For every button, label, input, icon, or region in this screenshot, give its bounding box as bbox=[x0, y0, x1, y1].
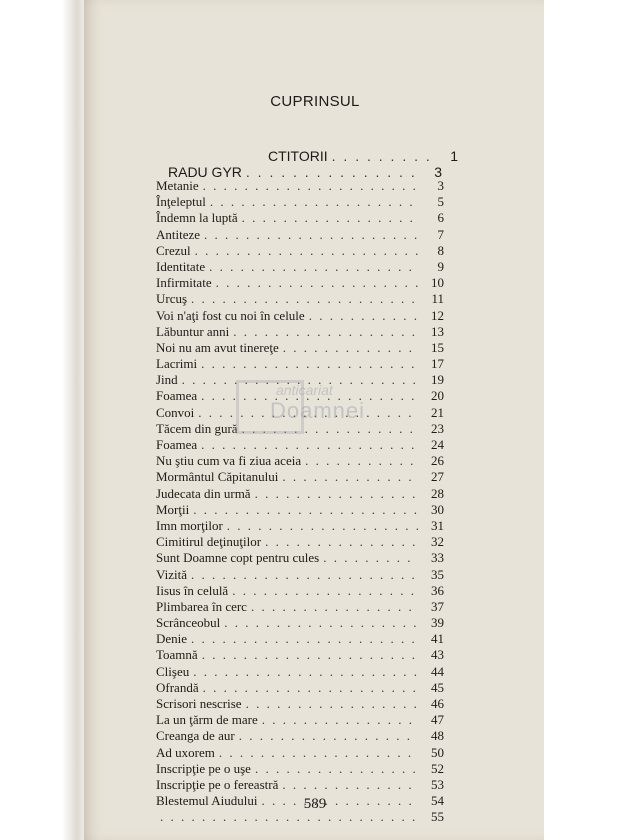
toc-entry bbox=[156, 777, 444, 793]
toc-entry-page: 6 bbox=[437, 210, 444, 226]
toc-entry-title: Convoi bbox=[156, 404, 195, 420]
watermark-line1: anticariat bbox=[276, 382, 333, 398]
toc-entry-page: 10 bbox=[431, 275, 444, 291]
toc-entry-page: 30 bbox=[431, 501, 444, 517]
toc-entry-title: Scrânceobul bbox=[156, 615, 221, 631]
toc-entry bbox=[156, 340, 444, 356]
toc-entry-page: 44 bbox=[431, 663, 444, 679]
toc-entry-page: 35 bbox=[431, 566, 444, 582]
toc-entry-page: 47 bbox=[431, 712, 444, 728]
toc-entry-page: 48 bbox=[431, 728, 444, 744]
leader-dots bbox=[224, 615, 418, 631]
toc-entry-page: 55 bbox=[431, 809, 444, 825]
toc-entry bbox=[156, 583, 444, 599]
toc-entry-title: Metanie bbox=[156, 178, 199, 193]
toc-entry-title: La un ţărm de mare bbox=[156, 712, 258, 728]
toc-entry-page: 17 bbox=[431, 356, 444, 372]
toc-entry-page: 33 bbox=[431, 550, 444, 566]
toc-entry-page: 53 bbox=[431, 776, 444, 792]
leader-dots bbox=[202, 647, 418, 663]
toc-entry-title: Îndemn la luptă bbox=[156, 210, 238, 226]
leader-dots bbox=[332, 148, 432, 164]
section-ctitorii bbox=[268, 148, 458, 164]
toc-entry bbox=[156, 227, 444, 243]
toc-entry-page: 54 bbox=[431, 793, 444, 809]
toc-entry bbox=[156, 518, 444, 534]
toc-entry-title: Cimitirul deţinuţilor bbox=[156, 534, 262, 550]
leader-dots bbox=[239, 728, 418, 744]
toc-entry bbox=[156, 324, 444, 340]
toc-entry-title: Foamea bbox=[156, 388, 198, 404]
toc-entry-page: 21 bbox=[431, 404, 444, 420]
section-title: CTITORII bbox=[268, 148, 328, 164]
toc-entry-title: Morţii bbox=[156, 501, 190, 517]
toc-entry-title: Blestemul Aiudului bbox=[156, 793, 258, 809]
leader-dots bbox=[191, 567, 418, 583]
toc-entry-title: Ad uxorem bbox=[156, 744, 215, 760]
toc-entry-page: 12 bbox=[431, 307, 444, 323]
leader-dots bbox=[246, 696, 418, 712]
toc-entry-page: 37 bbox=[431, 598, 444, 614]
toc-entry bbox=[156, 194, 444, 210]
toc-entry bbox=[156, 243, 444, 259]
leader-dots bbox=[255, 761, 418, 777]
leader-dots bbox=[232, 583, 418, 599]
toc-entry bbox=[156, 502, 444, 518]
section-page: 3 bbox=[434, 164, 442, 180]
toc-entry-title: Voi n'aţi fost cu noi în celule bbox=[156, 307, 305, 323]
toc-entry-page: 28 bbox=[431, 485, 444, 501]
leader-dots bbox=[203, 680, 418, 696]
toc-entry-title: Foamea bbox=[156, 437, 198, 452]
toc-entry bbox=[156, 745, 444, 761]
leader-dots bbox=[262, 712, 418, 728]
toc-entry-page: 27 bbox=[431, 469, 444, 485]
toc-list bbox=[156, 178, 444, 826]
toc-entry bbox=[156, 728, 444, 744]
toc-entry-title: Lăbuntur anni bbox=[156, 323, 230, 339]
toc-entry-title: Judecata din urmă bbox=[156, 485, 251, 501]
section-page: 1 bbox=[450, 148, 458, 164]
leader-dots bbox=[193, 664, 418, 680]
leader-dots bbox=[265, 534, 418, 550]
toc-entry bbox=[156, 712, 444, 728]
toc-entry-title: Clişeu bbox=[156, 663, 190, 679]
section-title: RADU GYR bbox=[168, 164, 242, 180]
toc-entry-page: 31 bbox=[431, 517, 444, 533]
toc-entry-title: Lacrimi bbox=[156, 356, 198, 372]
watermark-line2: Doamnei bbox=[270, 398, 366, 423]
toc-entry-title: Nu ştiu cum va fi ziua aceia bbox=[156, 453, 302, 469]
toc-entry bbox=[156, 453, 444, 469]
leader-dots bbox=[255, 486, 418, 502]
toc-entry bbox=[156, 275, 444, 291]
toc-entry bbox=[156, 680, 444, 696]
toc-entry-page: 39 bbox=[431, 615, 444, 631]
toc-entry-page: 45 bbox=[431, 679, 444, 695]
toc-entry-page: 20 bbox=[431, 388, 444, 404]
leader-dots bbox=[191, 631, 418, 647]
toc-entry-page: 32 bbox=[431, 534, 444, 550]
toc-entry bbox=[156, 599, 444, 615]
leader-dots bbox=[193, 502, 418, 518]
toc-entry-page: 13 bbox=[431, 323, 444, 339]
toc-entry bbox=[156, 210, 444, 226]
toc-entry-page: 8 bbox=[437, 242, 444, 258]
leader-dots bbox=[204, 227, 418, 243]
leader-dots bbox=[251, 599, 418, 615]
toc-entry-page: 36 bbox=[431, 582, 444, 598]
toc-entry-page: 7 bbox=[437, 226, 444, 242]
toc-entry-title: Antiteze bbox=[156, 226, 201, 242]
toc-entry-page: 15 bbox=[431, 339, 444, 355]
toc-entry bbox=[156, 550, 444, 566]
toc-entry-title: Infirmitate bbox=[156, 275, 212, 291]
toc-entry-page: 3 bbox=[437, 178, 444, 193]
toc-entry-title: Iisus în celulă bbox=[156, 582, 229, 598]
leader-dots bbox=[216, 275, 418, 291]
toc-entry bbox=[156, 291, 444, 307]
leader-dots bbox=[219, 745, 418, 761]
toc-entry-title: Ofrandă bbox=[156, 679, 199, 695]
leader-dots bbox=[242, 210, 418, 226]
toc-entry bbox=[156, 178, 444, 194]
toc-entry-title: Toamnă bbox=[156, 647, 198, 663]
toc-entry-title: Înţeleptul bbox=[156, 194, 206, 210]
leader-dots bbox=[233, 324, 418, 340]
toc-entry bbox=[156, 696, 444, 712]
toc-entry-title: Denie bbox=[156, 631, 188, 647]
toc-entry-page: 50 bbox=[431, 744, 444, 760]
leader-dots bbox=[323, 550, 418, 566]
leader-dots bbox=[227, 518, 418, 534]
toc-entry-title: Mormântul Căpitanului bbox=[156, 469, 279, 485]
leader-dots bbox=[305, 453, 418, 469]
toc-entry-title: Noi nu am avut tinereţe bbox=[156, 339, 279, 355]
toc-entry bbox=[156, 356, 444, 372]
toc-entry bbox=[156, 631, 444, 647]
toc-entry-title: Plimbarea în cerc bbox=[156, 598, 247, 614]
toc-entry bbox=[156, 469, 444, 485]
toc-entry-page: 11 bbox=[431, 291, 444, 307]
leader-dots bbox=[282, 469, 418, 485]
watermark bbox=[236, 380, 406, 440]
toc-entry-page: 41 bbox=[431, 631, 444, 647]
leader-dots bbox=[203, 178, 418, 194]
toc-entry-page: 24 bbox=[431, 437, 444, 452]
toc-entry-page: 9 bbox=[437, 258, 444, 274]
toc-entry-title: Crezul bbox=[156, 242, 191, 258]
leader-dots bbox=[209, 259, 418, 275]
toc-entry-title: Sunt Doamne copt pentru cules bbox=[156, 550, 320, 566]
leader-dots bbox=[282, 777, 418, 793]
toc-entry bbox=[156, 761, 444, 777]
toc-entry-title: Identitate bbox=[156, 258, 206, 274]
leader-dots bbox=[283, 340, 418, 356]
toc-entry-title: Jind bbox=[156, 372, 178, 388]
toc-entry-title: Inscripţie pe o uşe bbox=[156, 760, 251, 776]
leader-dots bbox=[309, 308, 418, 324]
toc-entry-page: 43 bbox=[431, 647, 444, 663]
toc-entry bbox=[156, 308, 444, 324]
toc-entry-page: 23 bbox=[431, 420, 444, 436]
page-number: 589 bbox=[303, 796, 327, 812]
toc-entry-title: Vizită bbox=[156, 566, 187, 582]
leader-dots bbox=[210, 194, 418, 210]
toc-entry bbox=[156, 486, 444, 502]
toc-entry-page: 26 bbox=[431, 453, 444, 469]
toc-entry bbox=[156, 534, 444, 550]
toc-entry bbox=[156, 647, 444, 663]
toc-entry-title: Inscripţie pe o fereastră bbox=[156, 776, 279, 792]
toc-entry-title: Imn morţilor bbox=[156, 517, 223, 533]
toc-entry-title: Tăcem din gură bbox=[156, 420, 238, 436]
toc-entry bbox=[156, 615, 444, 631]
toc-entry-title: Creanga de aur bbox=[156, 728, 235, 744]
toc-entry-title: Scrisori nescrise bbox=[156, 696, 242, 711]
toc-entry-page: 19 bbox=[431, 372, 444, 388]
toc-heading: CUPRINSUL bbox=[270, 93, 360, 110]
toc-entry-page: 46 bbox=[431, 696, 444, 711]
toc-entry-title: Urcuş bbox=[156, 291, 188, 307]
toc-entry bbox=[156, 664, 444, 680]
toc-entry-page: 5 bbox=[437, 194, 444, 210]
leader-dots bbox=[195, 243, 418, 259]
toc-entry-page: 52 bbox=[431, 760, 444, 776]
toc-entry bbox=[156, 259, 444, 275]
leader-dots bbox=[201, 356, 418, 372]
leader-dots bbox=[191, 291, 418, 307]
toc-entry bbox=[156, 567, 444, 583]
